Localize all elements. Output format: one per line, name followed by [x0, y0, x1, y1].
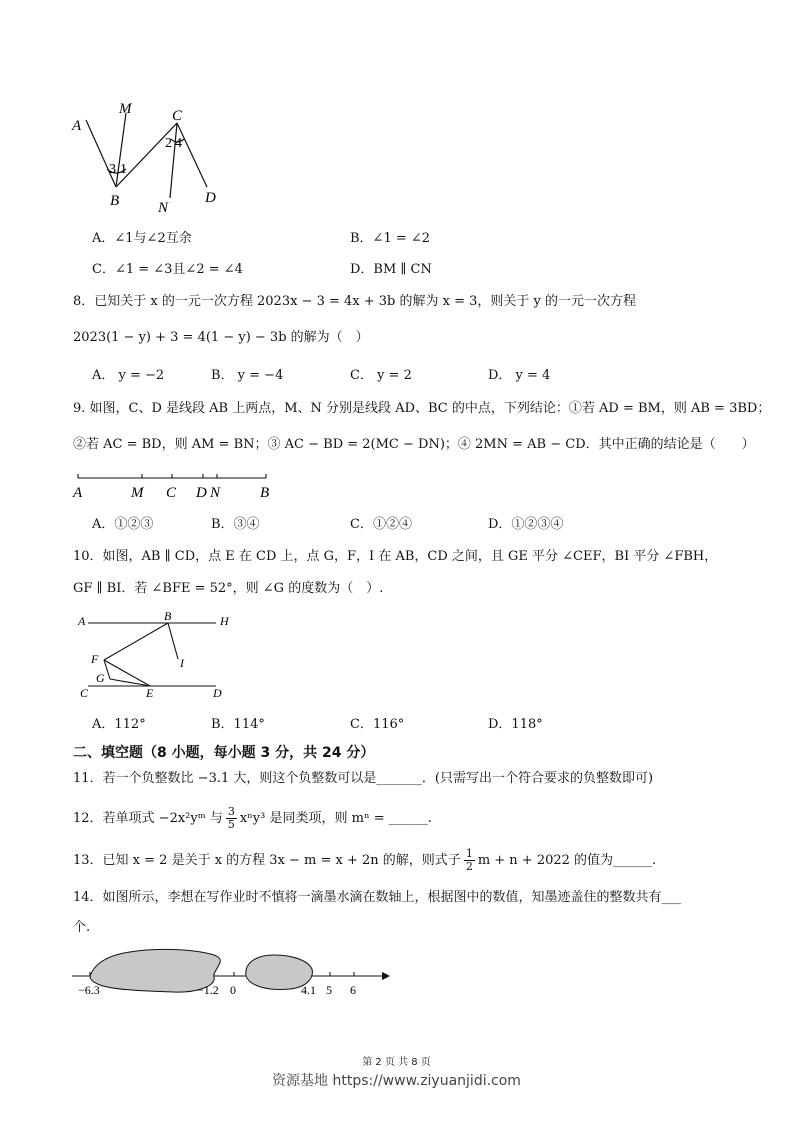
- q10-line1: 10．如图，AB ∥ CD，点 E 在 CD 上，点 G，F，I 在 AB，CD 之间，且 GE 平分 ∠CEF，BI 平分 ∠FBH，: [73, 549, 718, 564]
- q12-frac-num: 3: [227, 805, 235, 818]
- q10-label-B: B: [164, 609, 172, 623]
- q9-label-A: A: [73, 485, 83, 501]
- q7-label-A: A: [72, 118, 82, 134]
- q10-option-d: D．118°: [488, 717, 543, 732]
- q7-option-d: D．BM ∥ CN: [350, 262, 432, 277]
- q7-label-B: B: [110, 193, 120, 209]
- q13-fraction: [464, 848, 475, 873]
- page-number: 第 2 页 共 8 页: [362, 1057, 431, 1068]
- q10-label-H: H: [220, 614, 229, 628]
- axis-label-5: 5: [326, 983, 332, 997]
- q7-angle-1: 1: [120, 162, 127, 177]
- q12-frac-den: 5: [227, 818, 235, 831]
- q10-label-E: E: [146, 686, 154, 700]
- q9-line2: ②若 AC = BD，则 AM = BN；③ AC − BD = 2(MC − DN)；④ 2MN = AB − CD．其中正确的结论是（ ）: [73, 437, 755, 452]
- q9-label-C: C: [166, 485, 177, 501]
- q10-option-b: B．114°: [211, 717, 265, 732]
- q8-option-c: C． y = 2: [350, 368, 412, 383]
- axis-label-4-1: 4.1: [301, 983, 316, 997]
- q7-label-D: D: [205, 190, 216, 206]
- q10-line2: GF ∥ BI．若 ∠BFE = 52°，则 ∠G 的度数为（ ）.: [73, 581, 384, 596]
- q14-line1: 14．如图所示，李想在写作业时不慎将一滴墨水滴在数轴上，根据图中的数值，知墨迹盖住的整数共有___: [73, 890, 682, 905]
- q7-option-a: A．∠1与∠2互余: [92, 231, 192, 246]
- q7-angle-4: 4: [175, 136, 182, 151]
- section-heading-fill-in: 二、填空题（8 小题，每小题 3 分，共 24 分）: [73, 745, 375, 761]
- q7-label-C: C: [172, 108, 183, 124]
- q14-line2: 个.: [73, 920, 91, 935]
- q9-label-D: D: [196, 485, 207, 501]
- q10-label-A: A: [78, 614, 86, 628]
- q10-parallel-figure: [74, 608, 244, 703]
- q9-segment-figure: [70, 470, 280, 502]
- q9-option-a: A．①②③: [92, 517, 154, 532]
- q7-option-b: B．∠1 = ∠2: [350, 231, 431, 246]
- q9-line1: 9. 如图，C、D 是线段 AB 上两点，M、N 分别是线段 AD、BC 的中点，下列结论：①若 AD = BM，则 AB = 3BD；: [73, 401, 771, 416]
- q7-label-M: M: [119, 101, 132, 117]
- axis-label-6: 6: [350, 983, 356, 997]
- axis-label-0: 0: [230, 983, 236, 997]
- q13-pre: 13．已知 x = 2 是关于 x 的方程 3x − m = x + 2n 的解，则式子: [73, 852, 461, 868]
- axis-label-neg6-3: −6.3: [78, 983, 100, 997]
- q12-line: [73, 806, 432, 831]
- q12-fraction: [226, 806, 237, 831]
- q7-option-c: C．∠1 = ∠3且∠2 = ∠4: [92, 262, 243, 277]
- q12-pre: 12．若单项式 −2x²yᵐ 与: [73, 810, 223, 826]
- q7-angle-3: 3: [109, 162, 116, 177]
- q10-label-D: D: [213, 686, 222, 700]
- q13-post: m + n + 2022 的值为______.: [477, 852, 657, 868]
- q7-label-N: N: [158, 200, 169, 216]
- q13-frac-num: 1: [465, 847, 473, 860]
- q9-label-M: M: [131, 485, 144, 501]
- watermark-url: 资源基地 https://www.ziyuanjidi.com: [272, 1073, 521, 1089]
- q7-angle-2: 2: [165, 136, 172, 151]
- q10-option-a: A．112°: [92, 717, 146, 732]
- q10-label-G: G: [96, 671, 105, 685]
- axis-label-neg1-2: −1.2: [197, 983, 219, 997]
- q8-option-b: B． y = −4: [211, 368, 284, 383]
- q7-angle-figure: [60, 95, 230, 220]
- q10-label-I: I: [180, 656, 184, 670]
- q8-option-d: D． y = 4: [488, 368, 551, 383]
- q12-post: xⁿy³ 是同类项，则 mⁿ = ______.: [239, 810, 432, 826]
- q8-option-a: A． y = −2: [92, 368, 165, 383]
- q10-option-c: C．116°: [350, 717, 405, 732]
- q8-line1: 8．已知关于 x 的一元一次方程 2023x − 3 = 4x + 3b 的解为 x = 3，则关于 y 的一元一次方程: [73, 294, 636, 309]
- q10-label-F: F: [91, 652, 99, 666]
- q10-label-C: C: [80, 686, 89, 700]
- q14-number-line-figure: [64, 945, 394, 1005]
- number-line-arrow-icon: [382, 972, 390, 980]
- q9-option-c: C．①②④: [350, 517, 412, 532]
- q9-option-d: D．①②③④: [488, 517, 564, 532]
- q9-label-N: N: [210, 485, 221, 501]
- q9-option-b: B．③④: [211, 517, 260, 532]
- q11-text: 11．若一个负整数比 −3.1 大，则这个负整数可以是_______．(只需写出一个符合要求的负整数即可): [73, 771, 654, 786]
- q13-line: [73, 848, 656, 873]
- q8-line2: 2023(1 − y) + 3 = 4(1 − y) − 3b 的解为（ ）: [73, 330, 369, 345]
- q13-frac-den: 2: [465, 860, 473, 873]
- q9-label-B: B: [260, 485, 270, 501]
